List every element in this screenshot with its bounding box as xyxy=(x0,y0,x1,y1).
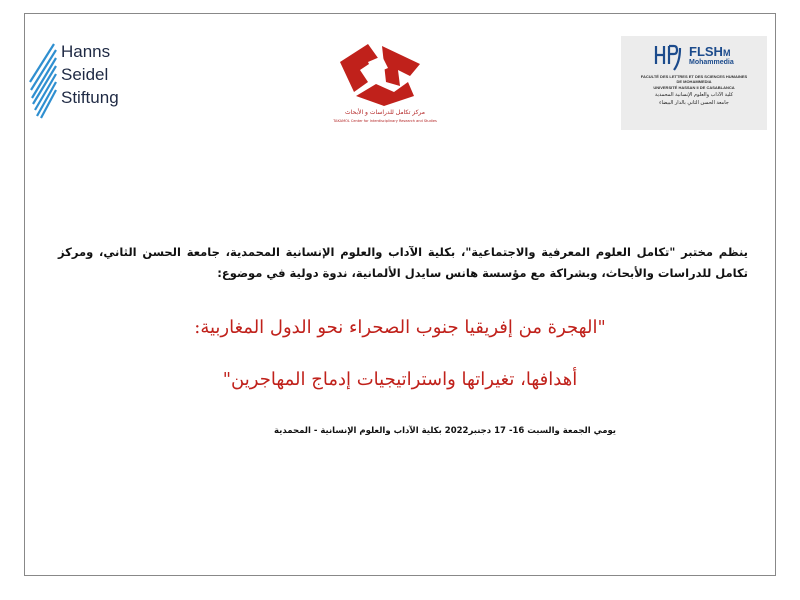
flsh-mark-icon xyxy=(653,44,687,74)
hanns-seidel-logo xyxy=(28,40,138,120)
flsh-fr-line2: DE MOHAMMEDIA xyxy=(676,79,712,84)
flsh-ar-line1: كلية الآداب والعلوم الإنسانية المحمدية xyxy=(654,92,734,98)
date-venue-line: يومي الجمعة والسبت 16- 17 دجنبر2022 بكلية الآداب والعلوم الإنسانية - المحمدية xyxy=(274,426,616,436)
takamol-arabic-name: مركز تكامل للدراسات و الأبحاث xyxy=(345,109,425,116)
flsh-fr-line3: UNIVERSITÉ HASSAN II DE CASABLANCA xyxy=(653,85,735,90)
stripes-icon xyxy=(28,42,58,120)
flsh-ar-line2: جامعة الحسن الثاني بالدار البيضاء xyxy=(659,100,729,106)
flsh-logo xyxy=(621,36,767,130)
intro-paragraph: ينظم مختبر "تكامل العلوم المعرفية والاجتماعية"، بكلية الآداب والعلوم الإنسانية المحمدية، جامعة الحسن الثاني، ومركز تكامل للدراسات والأبحاث، وبشراكة مع مؤسسة هانس سايدل الألمانية، ندوة دولية في موضوع: xyxy=(58,245,748,280)
takamol-english-name: TAKAMOL Center for Interdisciplinary Research and Studies xyxy=(333,119,437,123)
hss-line3: Stiftung xyxy=(61,88,119,107)
flsh-fr-line1: FACULTÉ DES LETTRES ET DES SCIENCES HUMAINES xyxy=(640,74,748,79)
hanns-seidel-wordmark xyxy=(61,40,141,109)
hss-line1: Hanns xyxy=(61,42,111,61)
takamol-center-logo xyxy=(330,42,440,132)
title-line-2: أهدافها، تغيراتها واستراتيجيات إدماج المهاجرين" xyxy=(222,369,578,390)
flsh-name-main: FLSH xyxy=(689,44,723,59)
flsh-name xyxy=(689,44,730,59)
flsh-sub: Mohammedia xyxy=(689,59,734,66)
hss-line2: Seidel xyxy=(61,65,109,84)
title-line-1: "الهجرة من إفريقيا جنوب الصحراء نحو الدول المغاربية: xyxy=(194,317,606,338)
takamol-mark-icon xyxy=(338,42,422,108)
flsh-name-suffix: M xyxy=(722,48,731,58)
